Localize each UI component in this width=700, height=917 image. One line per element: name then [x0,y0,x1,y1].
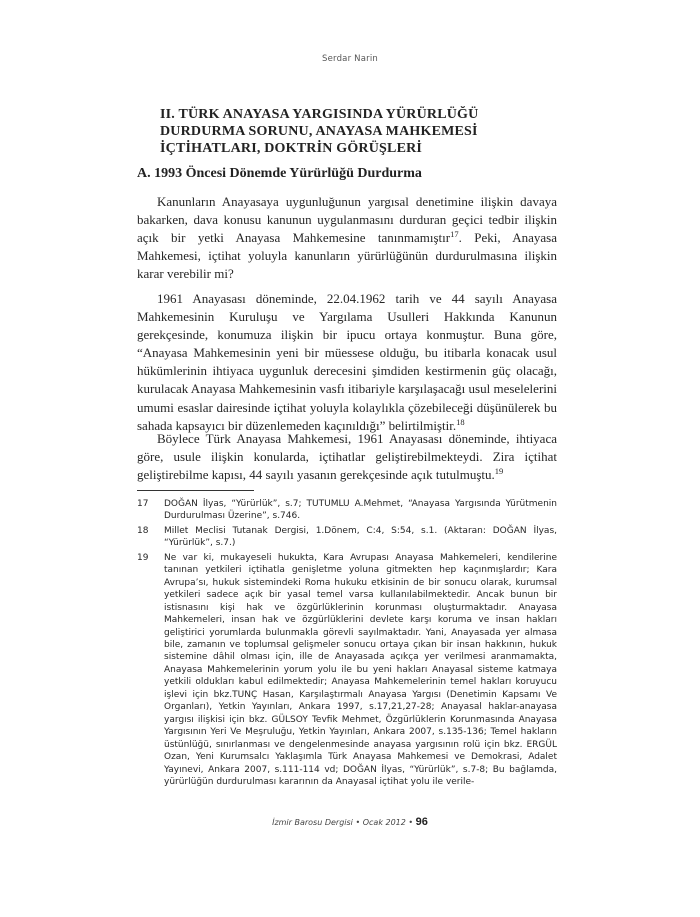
running-header-author: Serdar Narin [322,54,378,64]
footer-separator: • [355,818,361,827]
footnote-item [137,552,557,789]
footnote-item [137,498,557,523]
footnote-divider [137,490,254,491]
body-paragraph [137,430,557,484]
running-footer [0,816,700,828]
subsection-heading: A. 1993 Öncesi Dönemde Yürürlüğü Durdurma [137,166,422,181]
footnote-text: Ne var ki, mukayeseli hukukta, Kara Avrupası Anayasa Mahkemeleri, kendilerine tanınan yetkileri içtihatla genişletme yoluna gitmekten hep kaçınmışlardır; Kara Avrupa’sı, hukuk sistemindeki Roma hukuku etkisinin de bir sonucu olarak, kurumsal yetkileri sadece açık bir yasal temel varsa kullanılabilmektedir. Ancak bunun bir istisnasını kişi hak ve özgürlüklerinin korunması oluşturmaktadır. Anayasa Mahkemeleri, insan hak ve özgürlüklerini devlete karşı koruma ve insan hakları geliştirici yorumlarda bulunmakla görevli sayılmaktadır. Yani, Anayasada yer almasa bile, zamanın ve toplumsal gelişmeler sonucu ortaya çıkan bir insan hakkının, hukuk sistemine dâhil olması için, ille de Anayasada açıkça yer verilmesi aranmamakta, Anayasa Mahkemelerinin yorum yolu ile bu yeni hakları Anayasal sisteme katmaya yetkili oldukları kabul edilmektedir; Anayasa Mahkemelerinin temel hakları koruyucu işlevi için bkz.TUNÇ Hasan, Karşılaştırmalı Anayasa Yargısı (Denetimin Kapsamı Ve Organları), Yetkin Yayınları, Ankara 1997, s.17,21,27-28; Anayasal haklar-anayasa yargısı ilişkisi için bkz. GÜLSOY Tevfik Mehmet, Özgürlüklerin Korunmasında Anayasa Yargısının Yeri Ve Meşruluğu, Yetkin Yayınları, Ankara 2007, s.135-136; Temel hakların üstünlüğü, sınırlanması ve dengelenmesinde anayasa yargısının rolü için bkz. ERGÜL Ozan, Yeni Kurumsalcı Yaklaşımla Türk Anayasa Mahkemesi ve Demokrasi, Adalet Yayınevi, Ankara 2007, s.111-114 vd; DOĞAN İlyas, “Yürürlük”, s.7-8; Bu bağlamda, yürürlüğün durdurulması kararının da Anayasal içtihat yolu ile verile- [164,552,557,787]
paragraph-text: Böylece Türk Anayasa Mahkemesi, 1961 Anayasası döneminde, ihtiyaca göre, usule ilişkin konularda, içtihatlar geliştirebilmekteydi. Zira içtihat geliştirebilme kapısı, 44 sayılı yasanın gerekçesinde açık tutulmuştu. [137,431,557,483]
footnote-item [137,525,557,550]
paragraph-text: 1961 Anayasası döneminde, 22.04.1962 tarih ve 44 sayılı Anayasa Mahkemesinin Kuruluşu ve Yargılama Usulleri Hakkında Kanunun gerekçesinde, konumuza ilişkin bir ipucu ortaya konmuştur. Buna göre, “Anayasa Mahkemesinin yeni bir müessese olduğu, bu itibarla konacak usul hükümlerinin ihtiyaca uygunluk derecesini şimdiden kestirmenin güç olacağı, kurulacak Anayasa Mahkemesinin vasfı itibariyle karşılaşacağı usul meselelerini umumi esaslar dairesinde içtihat yoluyla kolaylıkla çözebileceği düşünülerek bu sahada kapsayıcı bir düzenlemeden kaçınıldığı” belirtilmiştir. [137,291,557,433]
footnote-ref[interactable]: 19 [494,466,504,477]
footer-separator: • [408,818,414,827]
issue-date: Ocak 2012 [362,818,406,827]
footnote-text: Millet Meclisi Tutanak Dergisi, 1.Dönem, C:4, S:54, s.1. (Aktaran: DOĞAN İlyas, “Yürürlük”, s.7.) [164,525,557,549]
footnote-ref[interactable]: 18 [456,416,465,427]
journal-title: İzmir Barosu Dergisi [272,818,353,827]
footnote-ref[interactable]: 17 [450,229,459,240]
footnote-number: 18 [137,525,149,536]
footnotes [137,498,557,790]
section-heading: II. TÜRK ANAYASA YARGISINDA YÜRÜRLÜĞÜ DURDURMA SORUNU, ANAYASA MAHKEMESİ İÇTİHATLARI, DOKTRİN GÖRÜŞLERİ [160,107,479,156]
body-paragraph [137,193,557,283]
body-paragraph [137,290,557,435]
footnote-number: 17 [137,499,149,509]
footnote-number: 19 [137,552,149,563]
paragraph-text: Kanunların Anayasaya uygunluğunun yargısal denetimine ilişkin davaya bakarken, dava konusu kanunun uygulanmasını durduran geçici tedbir ilişkin açık bir yetki Anayasa Mahkemesine tanınmamıştır [137,194,557,246]
paragraph-text-continued: . Peki, Anayasa Mahkemesi, içtihat yoluyla kanunların yürürlüğünün durdurulmasına ilişkin karar verebilir mi? [137,230,557,282]
page-number: 96 [415,816,428,828]
footnote-text: DOĞAN İlyas, “Yürürlük”, s.7; TUTUMLU A.Mehmet, “Anayasa Yargısında Yürütmenin Durdurulması Üzerine”, s.746. [164,499,557,522]
